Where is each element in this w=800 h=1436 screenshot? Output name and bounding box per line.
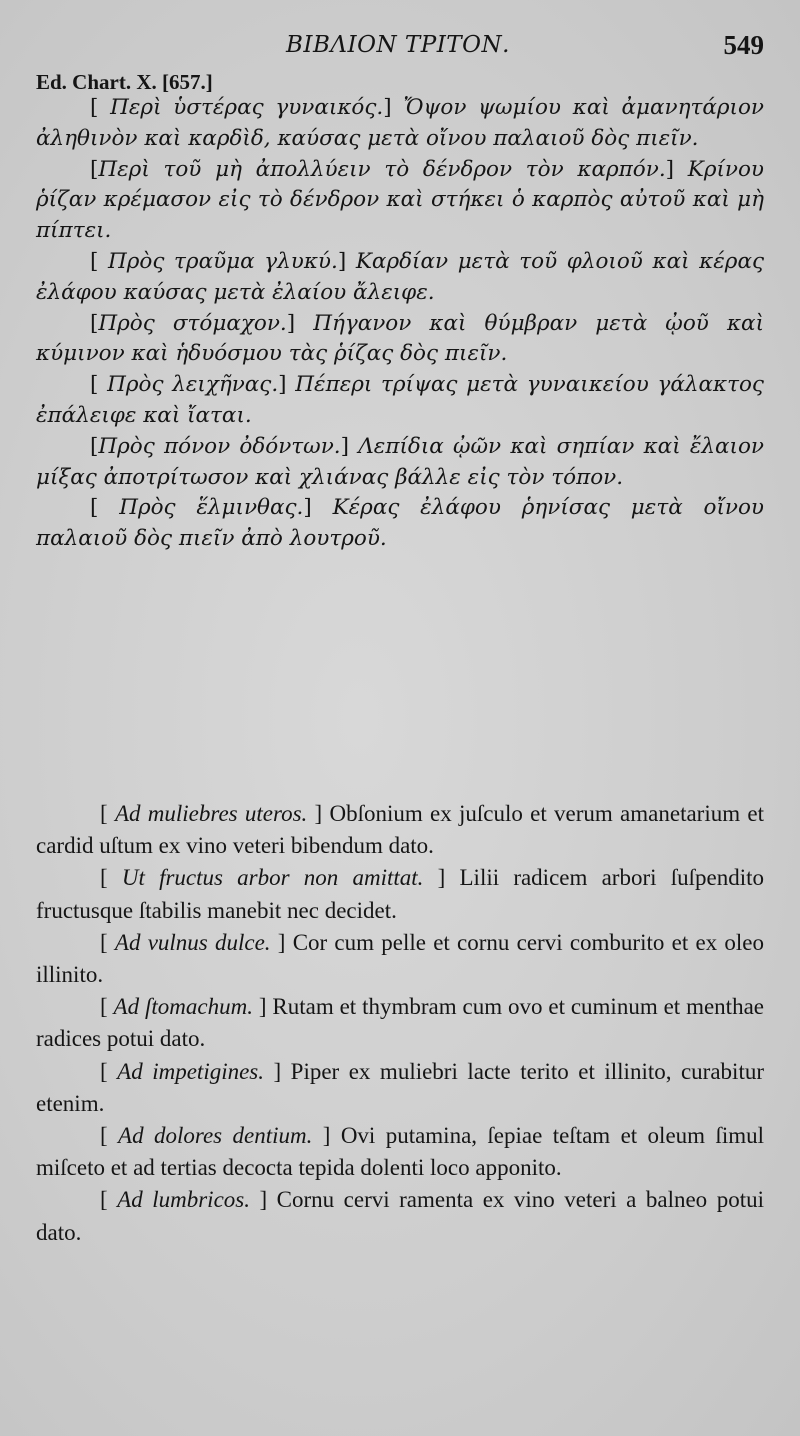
latin-paragraph: [ Ad impetigines. ] Piper ex muliebri lacte terito et illinito, curabitur etenim. bbox=[36, 1058, 764, 1116]
greek-paragraph: [ Πρὸς ἕλμινθας.] Κέρας ἐλάφου ῥηνίσας μετὰ οἴνου παλαιοῦ δὸς πιεῖν ἀπὸ λουτροῦ. bbox=[36, 495, 764, 552]
greek-paragraph: [ Πρὸς τραῦμα γλυκύ.] Καρδίαν μετὰ τοῦ φλοιοῦ καὶ κέρας ἐλάφου καύσας μετὰ ἐλαίου ἄλειφε. bbox=[36, 248, 764, 305]
greek-rubric: Πρὸς ἕλμινθας. bbox=[119, 495, 304, 521]
latin-body: Ovi putamina, ſepiae teſtam et oleum ſimul miſceto et ad tertias decocta tepida dolenti loco apponito. bbox=[36, 1123, 764, 1181]
latin-rubric: Ut fructus arbor non amittat. bbox=[121, 865, 424, 891]
greek-body: Πήγανον καὶ θύμβραν μετὰ ᾠοῦ καὶ κύμινον καὶ ἡδυόσμου τὰς ῥίζας δὸς πιεῖν. bbox=[36, 310, 764, 367]
latin-paragraph: [ Ad dolores dentium. ] Ovi putamina, ſepiae teſtam et oleum ſimul miſceto et ad tertias decocta tepida dolenti loco apponito. bbox=[36, 1123, 764, 1181]
latin-rubric: Ad dolores dentium. bbox=[118, 1123, 313, 1149]
latin-paragraph: [ Ad vulnus dulce. ] Cor cum pelle et cornu cervi comburito et ex oleo illinito. bbox=[36, 929, 764, 988]
greek-body: Κρίνου ῥίζαν κρέμασον εἰς τὸ δένδρον καὶ στήκει ὁ καρπὸς αὐτοῦ καὶ μὴ πίπτει. bbox=[36, 156, 764, 244]
greek-paragraph: [Περὶ τοῦ μὴ ἀπολλύειν τὸ δένδρον τὸν καρπόν.] Κρίνου ῥίζαν κρέμασον εἰς τὸ δένδρον καὶ στήκει ὁ καρπὸς αὐτοῦ καὶ μὴ πίπτει. bbox=[36, 156, 764, 244]
edition-reference: Ed. Chart. X. [657.] bbox=[36, 70, 213, 94]
greek-rubric: Πρὸς τραῦμα γλυκύ. bbox=[108, 248, 338, 274]
greek-body: Κέρας ἐλάφου ῥηνίσας μετὰ οἴνου παλαιοῦ δὸς πιεῖν ἀπὸ λουτροῦ. bbox=[36, 495, 764, 552]
greek-rubric: Περὶ τοῦ μὴ ἀπολλύειν τὸ δένδρον τὸν καρπόν. bbox=[98, 156, 666, 182]
greek-body: Λεπίδια ᾠῶν καὶ σηπίαν καὶ ἔλαιον μίξας ἀποτρίτωσον καὶ χλιάνας βάλλε εἰς τὸν τόπον. bbox=[36, 433, 764, 490]
latin-text-section bbox=[36, 798, 764, 1249]
page-header bbox=[36, 30, 766, 62]
latin-rubric: Ad muliebres uteros. bbox=[114, 801, 308, 826]
page-number: 549 bbox=[723, 30, 764, 60]
greek-paragraph: [ Πρὸς λειχῆνας.] Πέπερι τρίψας μετὰ γυναικείου γάλακτος ἐπάλειφε καὶ ἴαται. bbox=[36, 372, 764, 428]
latin-paragraph: [ Ad muliebres uteros. ] Obſonium ex juſculo et verum amanetarium et cardid uſtum ex vino veteri bibendum dato. bbox=[36, 801, 764, 859]
latin-body: Lilii radicem arbori ſuſpendito fructusque ſtabilis manebit nec decidet. bbox=[36, 865, 764, 923]
latin-rubric: Ad ſtomachum. bbox=[113, 994, 253, 1020]
latin-body: Cornu cervi ramenta ex vino veteri a balneo potui dato. bbox=[36, 1187, 764, 1245]
greek-body: Καρδίαν μετὰ τοῦ φλοιοῦ καὶ κέρας ἐλάφου καύσας μετὰ ἐλαίου ἄλειφε. bbox=[36, 248, 764, 305]
greek-body: Ὄψον ψωμίου καὶ ἀμανητάριον ἀληθινὸν καὶ καρδὶδ, καύσας μετὰ οἴνου παλαιοῦ δὸς πιεῖν. bbox=[36, 95, 764, 151]
latin-rubric: Ad lumbricos. bbox=[117, 1187, 250, 1213]
greek-paragraph: [Πρὸς στόμαχον.] Πήγανον καὶ θύμβραν μετὰ ᾠοῦ καὶ κύμινον καὶ ἡδυόσμου τὰς ῥίζας δὸς πιεῖν. bbox=[36, 310, 764, 367]
greek-rubric: Πρὸς στόμαχον. bbox=[98, 310, 287, 336]
greek-body: Πέπερι τρίψας μετὰ γυναικείου γάλακτος ἐπάλειφε καὶ ἴαται. bbox=[36, 372, 764, 428]
latin-paragraph: [ Ad ſtomachum. ] Rutam et thymbram cum ovo et cuminum et menthae radices potui dato. bbox=[36, 994, 764, 1052]
latin-paragraph: [ Ut fructus arbor non amittat. ] Lilii radicem arbori ſuſpendito fructusque ſtabilis manebit nec decidet. bbox=[36, 865, 764, 923]
latin-body: Rutam et thymbram cum ovo et cuminum et menthae radices potui dato. bbox=[36, 994, 764, 1052]
greek-rubric: Πρὸς πόνον ὀδόντων. bbox=[98, 433, 341, 459]
greek-text-section bbox=[36, 93, 764, 555]
greek-paragraph: [ Περὶ ὑστέρας γυναικός.] Ὄψον ψωμίου καὶ ἀμανητάριον ἀληθινὸν καὶ καρδὶδ, καύσας μετὰ οἴνου παλαιοῦ δὸς πιεῖν. bbox=[36, 95, 764, 151]
greek-paragraph: [Πρὸς πόνον ὀδόντων.] Λεπίδια ᾠῶν καὶ σηπίαν καὶ ἔλαιον μίξας ἀποτρίτωσον καὶ χλιάνας βάλλε εἰς τὸν τόπον. bbox=[36, 433, 764, 490]
latin-rubric: Ad vulnus dulce. bbox=[114, 929, 271, 955]
latin-paragraph: [ Ad lumbricos. ] Cornu cervi ramenta ex vino veteri a balneo potui dato. bbox=[36, 1187, 764, 1245]
latin-body: Cor cum pelle et cornu cervi comburito et ex oleo illinito. bbox=[36, 929, 764, 988]
latin-body: Obſonium ex juſculo et verum amanetarium et cardid uſtum ex vino veteri bibendum dato. bbox=[36, 801, 764, 859]
latin-body: Piper ex muliebri lacte terito et illinito, curabitur etenim. bbox=[36, 1058, 764, 1116]
greek-rubric: Περὶ ὑστέρας γυναικός. bbox=[110, 95, 384, 120]
latin-rubric: Ad impetigines. bbox=[117, 1058, 265, 1084]
greek-rubric: Πρὸς λειχῆνας. bbox=[107, 372, 279, 398]
running-title: BIBΛΙΟΝ ΤΡΙΤΟΝ. bbox=[286, 32, 510, 58]
